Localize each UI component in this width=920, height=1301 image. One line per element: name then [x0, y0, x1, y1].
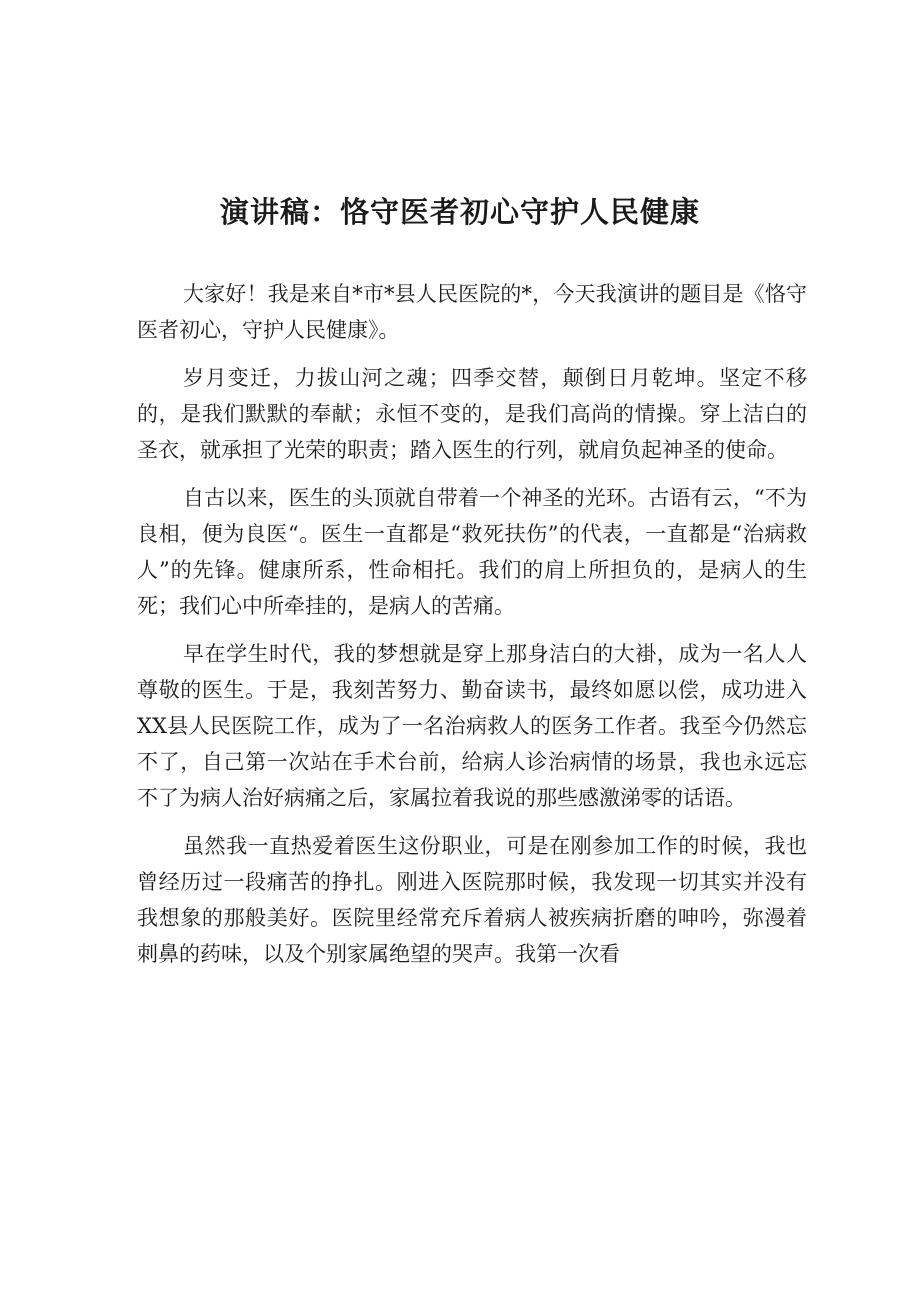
paragraph-2: 岁月变迁，力拔山河之魂；四季交替，颠倒日月乾坤。坚定不移的，是我们默默的奉献；永恒不变的，是我们高尚的情操。穿上洁白的圣衣，就承担了光荣的职责；踏入医生的行列，就肩负起神圣的使命。 — [137, 366, 807, 462]
paragraph-4: 早在学生时代，我的梦想就是穿上那身洁白的大褂，成为一名人人尊敬的医生。于是，我刻苦努力、勤奋读书，最终如愿以偿，成功进入XX县人民医院工作，成为了一名治病救人的医务工作者。我至今仍然忘不了，自己第一次站在手术台前，给病人诊治病情的场景，我也永远忘不了为病人治好病痛之后，家属拉着我说的那些感激涕零的话语。 — [137, 642, 807, 810]
document-body — [137, 276, 807, 984]
paragraph-3: 自古以来，医生的头顶就自带着一个神圣的光环。古语有云，“不为良相，便为良医“。医生一直都是“救死扶伤”的代表，一直都是“治病救人”的先锋。健康所系，性命相托。我们的肩上所担负的，是病人的生死；我们心中所牵挂的，是病人的苦痛。 — [137, 486, 807, 618]
paragraph-5: 虽然我一直热爱着医生这份职业，可是在刚参加工作的时候，我也曾经历过一段痛苦的挣扎。刚进入医院那时候，我发现一切其实并没有我想象的那般美好。医院里经常充斥着病人被疾病折磨的呻吟，弥漫着刺鼻的药味，以及个别家属绝望的哭声。我第一次看 — [137, 834, 807, 966]
paragraph-1: 大家好！我是来自*市*县人民医院的*，今天我演讲的题目是《恪守医者初心，守护人民健康》。 — [137, 282, 807, 342]
document-title: 演讲稿：恪守医者初心守护人民健康 — [219, 195, 700, 229]
